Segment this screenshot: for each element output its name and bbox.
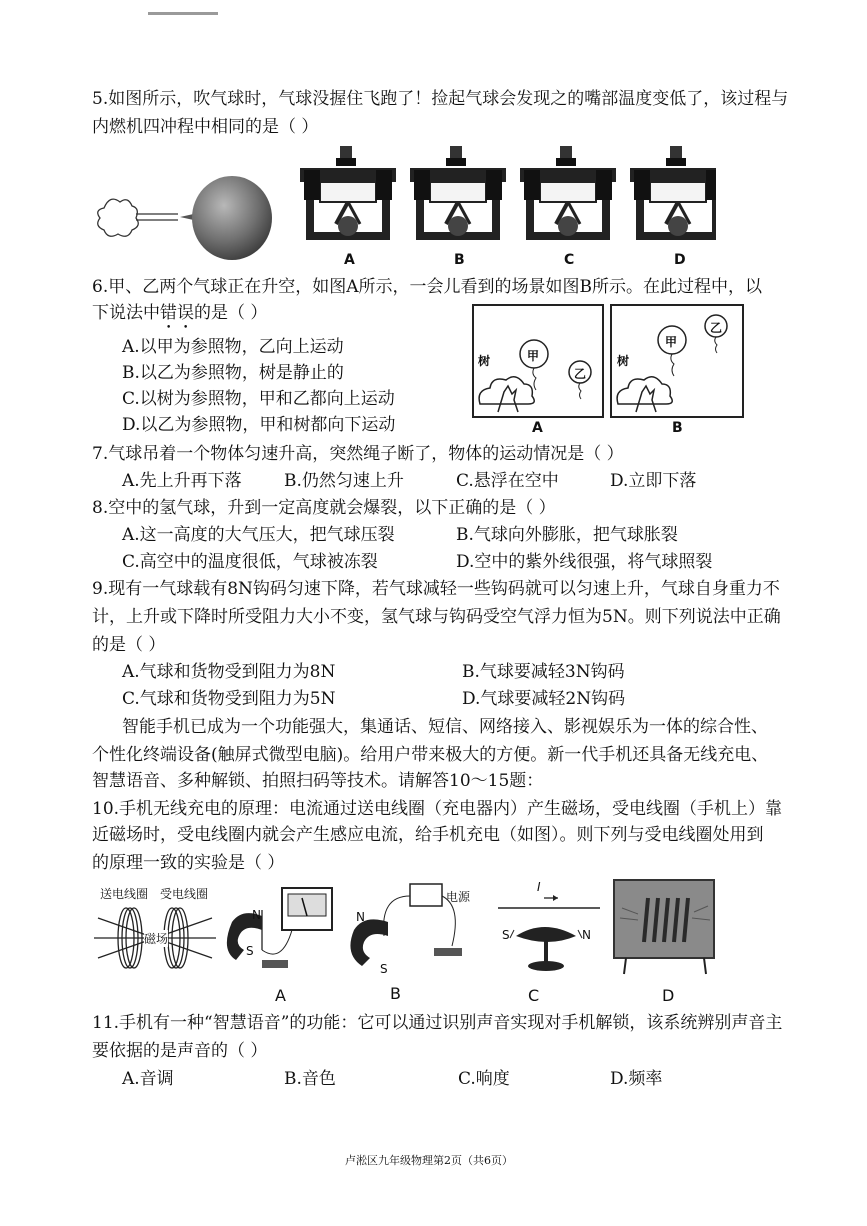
q8-option-b: B.气球向外膨胀，把气球胀裂 [456,525,678,545]
q10-b-label-s: S [380,962,388,976]
q10-experiment-a [222,880,342,980]
passage-line2: 个性化终端设备(触屏式微型电脑)。给用户带来极大的方便。新一代手机还具备无线充电、 [92,745,769,765]
q10-fig-label-b: B [390,984,401,1003]
q5-engine-figures [296,140,716,252]
q7-option-c: C.悬浮在空中 [456,471,559,491]
q10-b-label-power: 电源 [446,890,471,904]
q9-option-a: A.气球和货物受到阻力为8N [122,662,336,682]
q6-panel-label-a: A [532,420,543,436]
q10-recv-coil-label: 受电线圈 [160,887,209,901]
q8-option-a: A.这一高度的大气压大，把气球压裂 [122,525,395,545]
q10-a-label-n: N [252,908,261,922]
q10-c-label-s: S [502,928,510,942]
q6-option-d: D.以乙为参照物，甲和树都向下运动 [122,415,396,435]
q6-balloon-yi-b: 乙 [710,321,723,335]
q6-panel-label-b: B [672,420,683,436]
q9-stem-line2: 计，上升或下降时所受阻力大小不变，氢气球与钩码受空气浮力恒为5N。则下列说法中正确 [92,607,781,627]
q11-option-b: B.音色 [284,1069,336,1089]
q7-option-b: B.仍然匀速上升 [284,471,404,491]
q10-a-label-s: S [246,944,254,958]
page-footer: 卢淞区九年级物理第2页（共6页） [345,1154,513,1167]
q11-option-d: D.频率 [610,1069,663,1089]
q5-engine-label-d: D [674,252,686,268]
q10-experiment-d [612,878,718,978]
q11-option-c: C.响度 [458,1069,510,1089]
q7-option-d: D.立即下落 [610,471,697,491]
q9-option-c: C.气球和货物受到阻力为5N [122,689,336,709]
q11-stem-line2: 要依据的是声音的（ ） [92,1041,268,1061]
q6-option-a: A.以甲为参照物，乙向上运动 [122,337,344,357]
q10-fig-label-a: A [275,986,286,1005]
q6-option-b: B.以乙为参照物，树是静止的 [122,363,344,383]
q6-stem-line2-emph: 错误 [160,303,194,323]
q6-balloon-jia-a: 甲 [527,349,540,363]
q6-balloon-jia-b: 甲 [665,335,678,349]
passage-line1: 智能手机已成为一个功能强大，集通话、短信、网络接入、影视娱乐为一体的综合性、 [122,717,768,737]
q9-stem-line1: 9.现有一气球载有8N钩码匀速下降，若气球减轻一些钩码就可以匀速上升，气球自身重力不 [92,579,780,599]
q6-stem-line2-pre: 下说法中 [92,303,160,323]
q10-b-label-n: N [356,910,365,924]
q10-fig-label-d: D [662,986,675,1005]
q11-stem-line1: 11.手机有一种“智慧语音”的功能：它可以通过识别声音实现对手机解锁，该系统辨别声音主 [92,1013,783,1033]
q10-stem-line3: 的原理一致的实验是（ ） [92,853,285,873]
q5-stem-line1: 5.如图所示，吹气球时，气球没握住飞跑了！捡起气球会发现之的嘴部温度变低了，该过程与 [92,89,789,109]
q10-fig-label-c: C [528,986,540,1005]
q5-engine-label-a: A [344,252,355,268]
q5-engine-label-b: B [454,252,465,268]
q10-stem-line2: 近磁场时，受电线圈内就会产生感应电流，给手机充电（如图）。则下列与受电线圈处用到 [92,825,764,845]
q9-option-d: D.气球要减轻2N钩码 [462,689,626,709]
q10-send-coil-label: 送电线圈 [100,887,149,901]
q6-option-c: C.以树为参照物，甲和乙都向上运动 [122,389,395,409]
q6-balloon-yi-a: 乙 [574,367,587,381]
q5-engine-label-c: C [564,252,575,268]
q10-field-label: 磁场 [144,932,169,946]
q6-stem-line1: 6.甲、乙两个气球正在升空，如图A所示，一会儿看到的场景如图B所示。在此过程中，以 [92,277,762,297]
q6-figure-panel-b [610,304,744,418]
q5-balloon-figure [96,168,278,264]
q8-option-d: D.空中的紫外线很强，将气球照裂 [456,552,713,572]
q6-tree-label-a: 树 [478,354,491,368]
passage-line3: 智慧语音、多种解锁、拍照扫码等技术。请解答10～15题： [92,771,544,791]
q6-tree-label-b: 树 [617,354,630,368]
q10-stem-line1: 10.手机无线充电的原理：电流通过送电线圈（充电器内）产生磁场，受电线圈（手机上）靠 [92,799,783,819]
q8-stem: 8.空中的氢气球，升到一定高度就会爆裂，以下正确的是（ ） [92,498,556,518]
q7-stem: 7.气球吊着一个物体匀速升高，突然绳子断了，物体的运动情况是（ ） [92,444,624,464]
q6-stem-line2-post: 的是（ ） [194,303,268,323]
q10-c-label-n: N [582,928,591,942]
q9-stem-line3: 的是（ ） [92,635,166,655]
q11-option-a: A.音调 [122,1069,174,1089]
q10-c-label-current: I [537,880,541,894]
scan-mark [148,12,218,15]
q8-option-c: C.高空中的温度很低，气球被冻裂 [122,552,378,572]
q5-stem-line2: 内燃机四冲程中相同的是（ ） [92,117,319,137]
q7-option-a: A.先上升再下落 [122,471,242,491]
q6-stem-line2 [92,302,267,333]
q9-option-b: B.气球要减轻3N钩码 [462,662,625,682]
